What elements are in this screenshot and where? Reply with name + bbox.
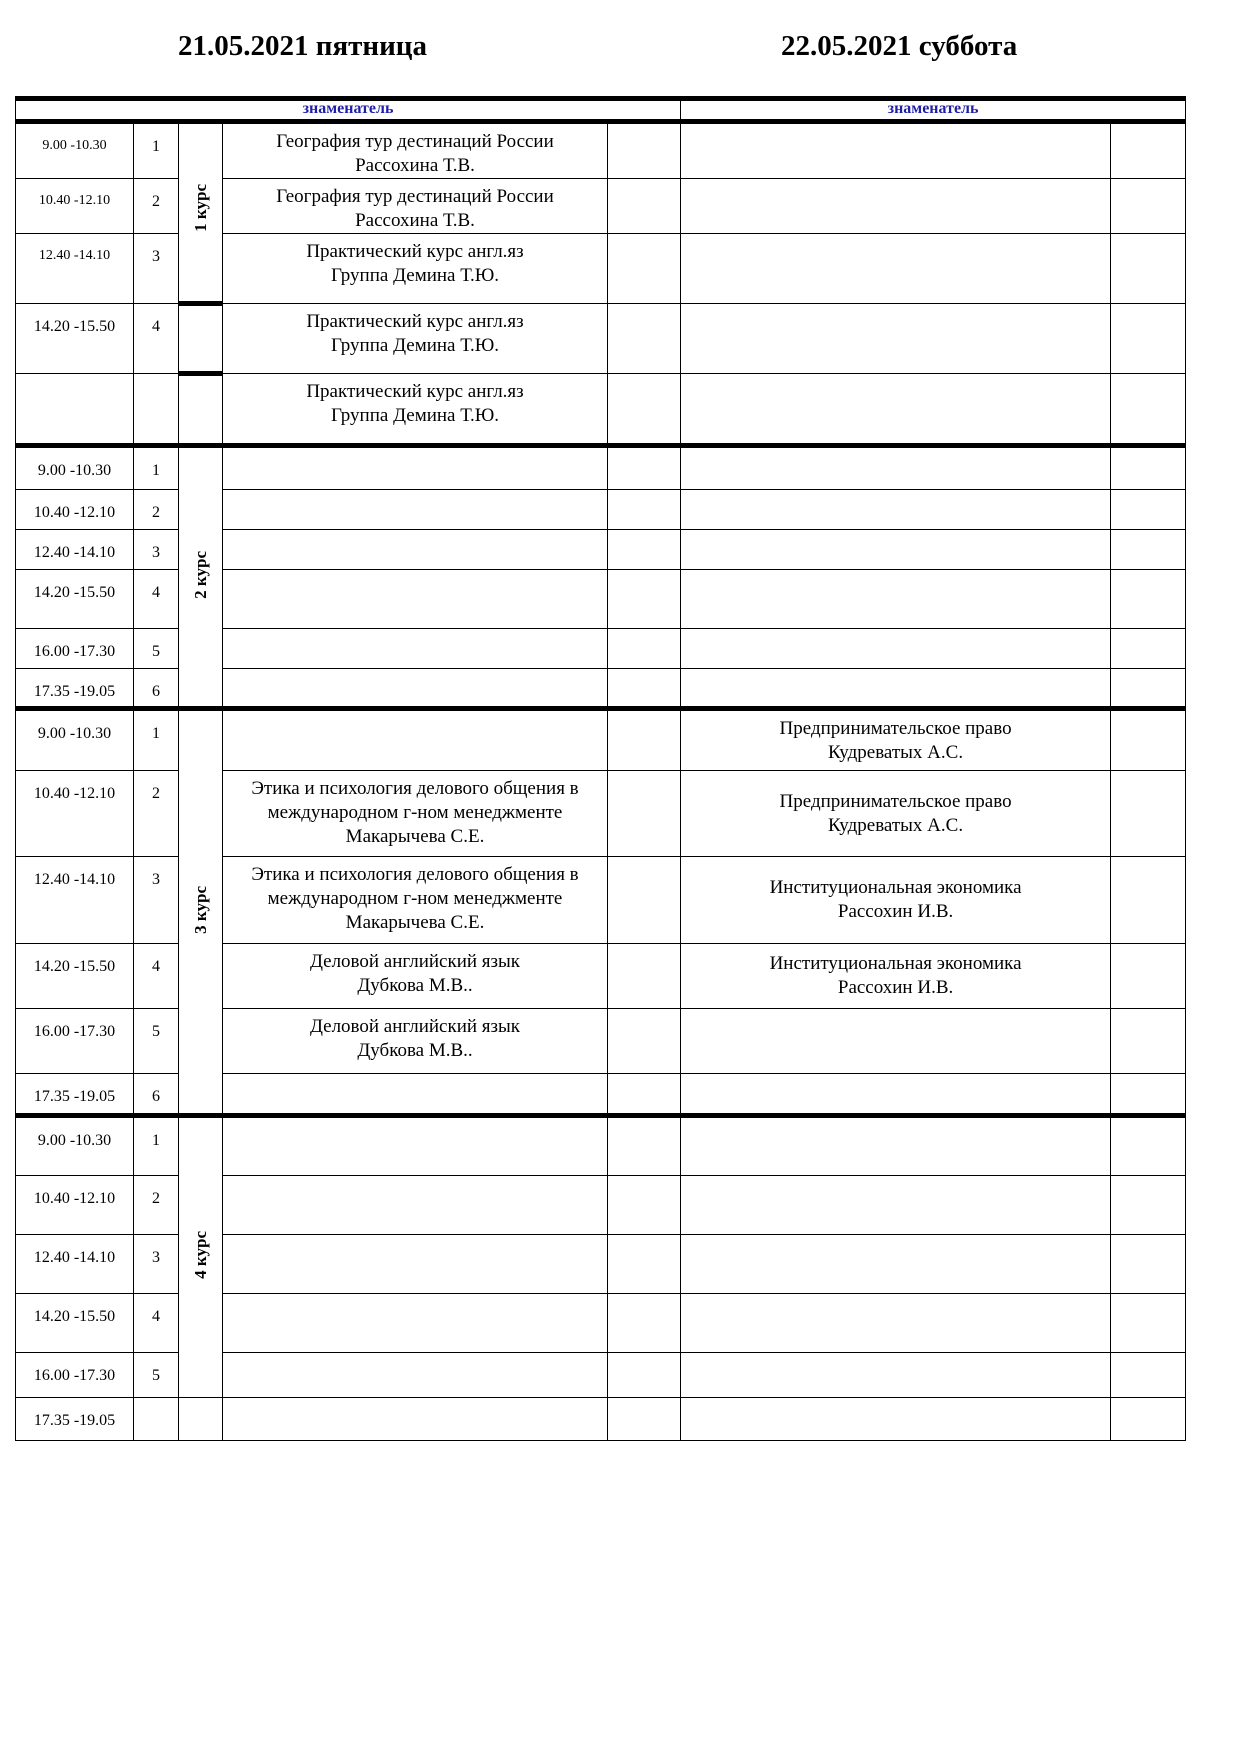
saturday-lesson xyxy=(681,179,1111,234)
saturday-lesson xyxy=(681,709,1111,771)
friday-room xyxy=(608,857,681,944)
friday-lesson xyxy=(223,857,608,944)
lesson-number: 2 xyxy=(134,1176,179,1235)
lesson-time: 14.20 -15.50 xyxy=(16,570,134,629)
course-label-4 xyxy=(179,1116,223,1398)
lesson-number: 4 xyxy=(134,1294,179,1353)
saturday-room xyxy=(1111,944,1186,1009)
saturday-lesson xyxy=(681,530,1111,570)
lesson-number: 3 xyxy=(134,530,179,570)
saturday-lesson-text: Предпринимательское право Кудреватых А.С. xyxy=(779,790,1012,836)
lesson-number xyxy=(134,374,179,446)
saturday-lesson xyxy=(681,1009,1111,1074)
lesson-time: 16.00 -17.30 xyxy=(16,629,134,669)
friday-lesson-text: Этика и психология делового общения в международном г-ном менеджменте Макарычева С.Е. xyxy=(251,778,579,847)
friday-room xyxy=(608,1398,681,1441)
friday-room xyxy=(608,629,681,669)
lesson-time: 17.35 -19.05 xyxy=(16,1074,134,1116)
schedule-row xyxy=(16,446,1186,490)
lesson-time: 14.20 -15.50 xyxy=(16,304,134,374)
lesson-number: 1 xyxy=(134,122,179,179)
lesson-number: 2 xyxy=(134,179,179,234)
friday-lesson-text: Этика и психология делового общения в международном г-ном менеджменте Макарычева С.Е. xyxy=(251,864,579,933)
friday-room xyxy=(608,122,681,179)
course-label-3 xyxy=(179,709,223,1116)
lesson-number: 3 xyxy=(134,1235,179,1294)
friday-lesson-text: География тур дестинаций России Рассохина Т.В. xyxy=(276,131,554,176)
day-header-saturday: 22.05.2021 суббота xyxy=(781,30,1018,62)
friday-lesson xyxy=(223,530,608,570)
friday-room xyxy=(608,1235,681,1294)
lesson-number: 4 xyxy=(134,570,179,629)
lesson-time: 16.00 -17.30 xyxy=(16,1009,134,1074)
saturday-lesson xyxy=(681,1176,1111,1235)
saturday-room xyxy=(1111,1294,1186,1353)
friday-lesson xyxy=(223,446,608,490)
friday-lesson xyxy=(223,1398,608,1441)
lesson-time: 12.40 -14.10 xyxy=(16,234,134,304)
schedule-row xyxy=(16,374,1186,446)
saturday-room xyxy=(1111,179,1186,234)
friday-room xyxy=(608,1116,681,1176)
saturday-room xyxy=(1111,669,1186,709)
friday-lesson xyxy=(223,1176,608,1235)
friday-room xyxy=(608,1353,681,1398)
friday-lesson xyxy=(223,1353,608,1398)
lesson-number: 3 xyxy=(134,234,179,304)
saturday-lesson xyxy=(681,374,1111,446)
friday-lesson xyxy=(223,629,608,669)
lesson-number: 1 xyxy=(134,1116,179,1176)
course-cell-blank xyxy=(179,374,223,446)
friday-room xyxy=(608,1294,681,1353)
friday-room xyxy=(608,1074,681,1116)
saturday-room xyxy=(1111,709,1186,771)
saturday-room xyxy=(1111,1176,1186,1235)
friday-room xyxy=(608,944,681,1009)
saturday-room xyxy=(1111,570,1186,629)
week-type-label-saturday: знаменатель xyxy=(681,99,1186,122)
schedule-table xyxy=(15,96,1186,1441)
saturday-lesson-text: Институциональная экономика Рассохин И.В. xyxy=(769,953,1022,998)
lesson-number xyxy=(134,1398,179,1441)
lesson-time: 17.35 -19.05 xyxy=(16,1398,134,1441)
lesson-time: 12.40 -14.10 xyxy=(16,1235,134,1294)
saturday-lesson xyxy=(681,771,1111,857)
friday-room xyxy=(608,1009,681,1074)
lesson-number: 1 xyxy=(134,709,179,771)
friday-room xyxy=(608,1176,681,1235)
friday-lesson xyxy=(223,570,608,629)
schedule-row xyxy=(16,709,1186,771)
friday-lesson xyxy=(223,490,608,530)
friday-room xyxy=(608,234,681,304)
saturday-room xyxy=(1111,234,1186,304)
friday-lesson xyxy=(223,234,608,304)
lesson-time: 9.00 -10.30 xyxy=(16,446,134,490)
friday-room xyxy=(608,374,681,446)
friday-lesson xyxy=(223,771,608,857)
friday-lesson-text: География тур дестинаций России Рассохина Т.В. xyxy=(276,186,554,231)
saturday-room xyxy=(1111,771,1186,857)
saturday-room xyxy=(1111,530,1186,570)
schedule-row xyxy=(16,1116,1186,1176)
friday-lesson xyxy=(223,944,608,1009)
friday-room xyxy=(608,530,681,570)
saturday-room xyxy=(1111,490,1186,530)
saturday-room xyxy=(1111,304,1186,374)
lesson-time: 9.00 -10.30 xyxy=(16,122,134,179)
saturday-room xyxy=(1111,1116,1186,1176)
friday-lesson xyxy=(223,1009,608,1074)
saturday-lesson xyxy=(681,669,1111,709)
friday-lesson xyxy=(223,304,608,374)
friday-lesson-text: Деловой английский язык Дубкова М.В.. xyxy=(309,1016,521,1061)
course-label-text: 3 курс xyxy=(190,885,210,934)
saturday-lesson xyxy=(681,570,1111,629)
saturday-room xyxy=(1111,446,1186,490)
course-label-2 xyxy=(179,446,223,709)
friday-room xyxy=(608,669,681,709)
course-label-text: 4 курс xyxy=(190,1231,210,1279)
saturday-room xyxy=(1111,1074,1186,1116)
lesson-time xyxy=(16,374,134,446)
lesson-number: 6 xyxy=(134,669,179,709)
saturday-room xyxy=(1111,857,1186,944)
friday-room xyxy=(608,446,681,490)
friday-lesson xyxy=(223,709,608,771)
lesson-time: 10.40 -12.10 xyxy=(16,1176,134,1235)
week-type-label-friday: знаменатель xyxy=(16,99,681,122)
schedule-row xyxy=(16,1398,1186,1441)
lesson-number: 4 xyxy=(134,944,179,1009)
friday-lesson xyxy=(223,122,608,179)
saturday-room xyxy=(1111,1398,1186,1441)
course-cell-blank xyxy=(179,1398,223,1441)
saturday-lesson-text: Институциональная экономика Рассохин И.В. xyxy=(769,877,1022,922)
schedule-row xyxy=(16,122,1186,179)
lesson-number: 5 xyxy=(134,629,179,669)
saturday-lesson xyxy=(681,446,1111,490)
friday-lesson xyxy=(223,1294,608,1353)
course-label-text: 2 курс xyxy=(190,550,210,599)
friday-lesson-text: Практический курс англ.яз Группа Демина Т.Ю. xyxy=(306,311,524,356)
saturday-lesson-text: Предпринимательское право Кудреватых А.С. xyxy=(779,717,1012,763)
saturday-lesson xyxy=(681,1294,1111,1353)
lesson-time: 14.20 -15.50 xyxy=(16,944,134,1009)
lesson-number: 5 xyxy=(134,1353,179,1398)
friday-lesson xyxy=(223,179,608,234)
friday-room xyxy=(608,771,681,857)
lesson-number: 3 xyxy=(134,857,179,944)
lesson-time: 10.40 -12.10 xyxy=(16,179,134,234)
friday-lesson xyxy=(223,1116,608,1176)
friday-room xyxy=(608,304,681,374)
saturday-lesson xyxy=(681,1353,1111,1398)
saturday-lesson xyxy=(681,490,1111,530)
saturday-room xyxy=(1111,374,1186,446)
saturday-lesson xyxy=(681,1398,1111,1441)
lesson-number: 2 xyxy=(134,490,179,530)
lesson-time: 10.40 -12.10 xyxy=(16,490,134,530)
friday-lesson xyxy=(223,1074,608,1116)
friday-lesson-text: Практический курс англ.яз Группа Демина Т.Ю. xyxy=(306,381,524,426)
friday-room xyxy=(608,179,681,234)
saturday-lesson xyxy=(681,944,1111,1009)
lesson-number: 6 xyxy=(134,1074,179,1116)
saturday-lesson xyxy=(681,857,1111,944)
lesson-time: 9.00 -10.30 xyxy=(16,1116,134,1176)
friday-lesson xyxy=(223,669,608,709)
saturday-room xyxy=(1111,629,1186,669)
friday-room xyxy=(608,709,681,771)
lesson-time: 16.00 -17.30 xyxy=(16,1353,134,1398)
saturday-lesson xyxy=(681,1074,1111,1116)
saturday-lesson xyxy=(681,122,1111,179)
schedule-row xyxy=(16,304,1186,374)
lesson-time: 12.40 -14.10 xyxy=(16,857,134,944)
lesson-time: 12.40 -14.10 xyxy=(16,530,134,570)
lesson-time: 10.40 -12.10 xyxy=(16,771,134,857)
saturday-room xyxy=(1111,1235,1186,1294)
saturday-room xyxy=(1111,122,1186,179)
friday-room xyxy=(608,490,681,530)
lesson-number: 4 xyxy=(134,304,179,374)
saturday-lesson xyxy=(681,1235,1111,1294)
lesson-number: 2 xyxy=(134,771,179,857)
friday-lesson-text: Практический курс англ.яз Группа Демина Т.Ю. xyxy=(306,241,524,286)
lesson-number: 1 xyxy=(134,446,179,490)
course-label-text: 1 курс xyxy=(190,184,210,232)
saturday-lesson xyxy=(681,304,1111,374)
friday-lesson-text: Деловой английский язык Дубкова М.В.. xyxy=(309,951,521,996)
friday-room xyxy=(608,570,681,629)
lesson-time: 17.35 -19.05 xyxy=(16,669,134,709)
friday-lesson xyxy=(223,1235,608,1294)
saturday-lesson xyxy=(681,1116,1111,1176)
lesson-time: 14.20 -15.50 xyxy=(16,1294,134,1353)
friday-lesson xyxy=(223,374,608,446)
course-label-1 xyxy=(179,122,223,304)
lesson-number: 5 xyxy=(134,1009,179,1074)
saturday-room xyxy=(1111,1353,1186,1398)
lesson-time: 9.00 -10.30 xyxy=(16,709,134,771)
saturday-lesson xyxy=(681,234,1111,304)
day-header-friday: 21.05.2021 пятница xyxy=(178,30,428,62)
course-cell-blank xyxy=(179,304,223,374)
saturday-lesson xyxy=(681,629,1111,669)
saturday-room xyxy=(1111,1009,1186,1074)
